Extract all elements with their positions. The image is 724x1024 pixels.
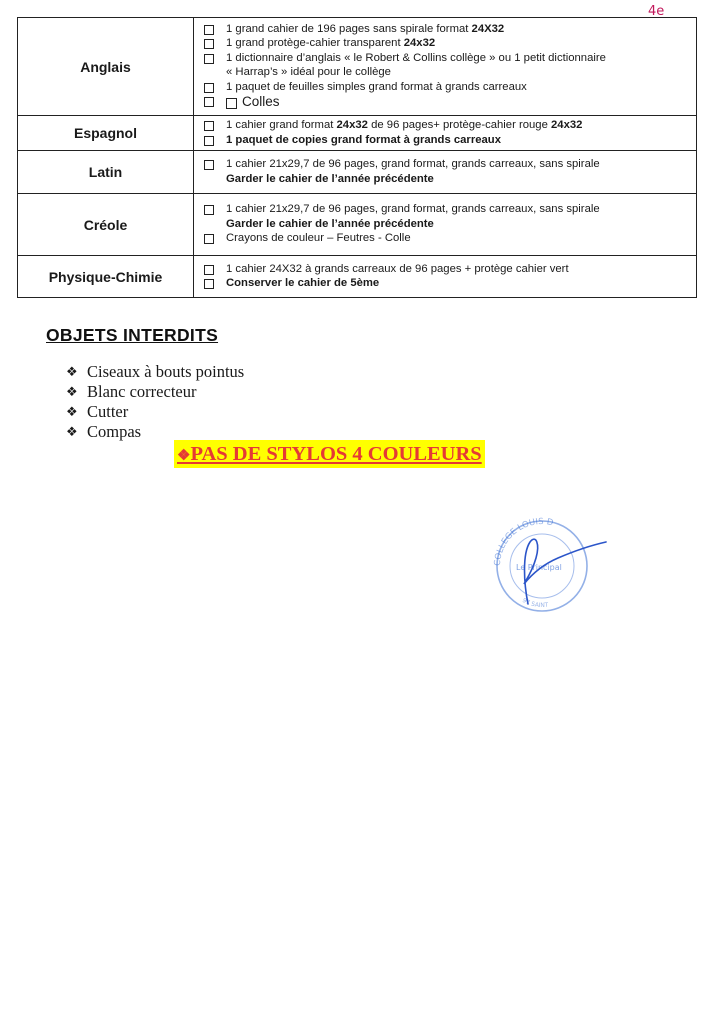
checkbox-icon xyxy=(204,83,214,93)
checkbox-icon xyxy=(204,136,214,146)
list-item: 1 dictionnaire d’anglais « le Robert & Collins collège » ou 1 petit dictionnaire xyxy=(204,51,690,66)
checkbox-icon xyxy=(204,234,214,244)
list-item: 1 paquet de feuilles simples grand format à grands carreaux xyxy=(204,80,690,95)
list-item: ❖ Ciseaux à bouts pointus xyxy=(66,362,245,381)
svg-text:97 SAINT: 97 SAINT xyxy=(521,597,549,610)
forbidden-list xyxy=(66,362,244,442)
list-item-continued: Garder le cahier de l’année précédente xyxy=(226,217,434,230)
checkbox-icon xyxy=(204,265,214,275)
list-item: ❖ Cutter xyxy=(66,402,129,421)
list-item: 1 cahier 21x29,7 de 96 pages, grand format, grands carreaux, sans spirale xyxy=(204,202,690,217)
diamond-bullet-icon: ❖ xyxy=(66,364,78,379)
list-item: 1 paquet de copies grand format à grands carreaux xyxy=(204,133,690,148)
checkbox-icon xyxy=(204,279,214,289)
diamond-bullet-icon: ❖ xyxy=(66,384,78,399)
subject-cell: Créole xyxy=(18,194,194,256)
checkbox-icon xyxy=(204,160,214,170)
table-row xyxy=(18,18,697,116)
checkbox-icon xyxy=(204,25,214,35)
subject-cell: Latin xyxy=(18,151,194,194)
subject-cell: Physique-Chimie xyxy=(18,256,194,298)
forbidden-heading: OBJETS INTERDITS xyxy=(46,325,219,345)
stamp-center-text: Le Principal xyxy=(516,563,562,572)
list-item-continued: Garder le cahier de l’année précédente xyxy=(226,172,434,185)
list-item: 1 cahier 24X32 à grands carreaux de 96 pages + protège cahier vert xyxy=(204,262,690,277)
table-row xyxy=(18,256,697,298)
table-row xyxy=(18,194,697,256)
supplies-table xyxy=(17,17,697,298)
signature xyxy=(524,539,606,604)
items-cell xyxy=(194,194,697,256)
subject-cell: Espagnol xyxy=(18,116,194,151)
subject-cell: Anglais xyxy=(18,18,194,116)
list-item: 1 grand protège-cahier transparent 24x32 xyxy=(204,36,690,51)
list-item-continued: « Harrap’s » idéal pour le collège xyxy=(226,66,391,79)
list-item: ❖ Compas xyxy=(66,422,142,441)
stamp-ring-text: COLLEGE LOUIS D xyxy=(492,516,555,567)
warning-banner: ❖PAS DE STYLOS 4 COULEURS xyxy=(174,440,485,468)
list-item: Conserver le cahier de 5ème xyxy=(204,276,690,291)
list-item: ❖ Blanc correcteur xyxy=(66,382,197,401)
checkbox-icon xyxy=(226,98,237,109)
table-row xyxy=(18,151,697,194)
list-item: 1 cahier grand format 24x32 de 96 pages+ protège-cahier rouge 24x32 xyxy=(204,118,690,133)
page-mark: 4e xyxy=(648,4,665,19)
school-stamp xyxy=(484,514,608,616)
list-item: 1 cahier 21x29,7 de 96 pages, grand format, grands carreaux, sans spirale xyxy=(204,157,690,172)
diamond-bullet-icon: ❖ xyxy=(177,448,191,464)
items-cell xyxy=(194,151,697,194)
checkbox-icon xyxy=(204,205,214,215)
diamond-bullet-icon: ❖ xyxy=(66,424,78,439)
table-row xyxy=(18,116,697,151)
checkbox-icon xyxy=(204,121,214,131)
items-cell xyxy=(194,18,697,116)
list-item: Crayons de couleur – Feutres - Colle xyxy=(204,231,690,246)
list-item: 1 grand cahier de 196 pages sans spirale format 24X32 xyxy=(204,22,690,37)
items-cell xyxy=(194,256,697,298)
checkbox-icon xyxy=(204,39,214,49)
checkbox-icon xyxy=(204,97,214,107)
list-item: Colles xyxy=(204,94,690,110)
items-cell xyxy=(194,116,697,151)
checkbox-icon xyxy=(204,54,214,64)
diamond-bullet-icon: ❖ xyxy=(66,404,78,419)
